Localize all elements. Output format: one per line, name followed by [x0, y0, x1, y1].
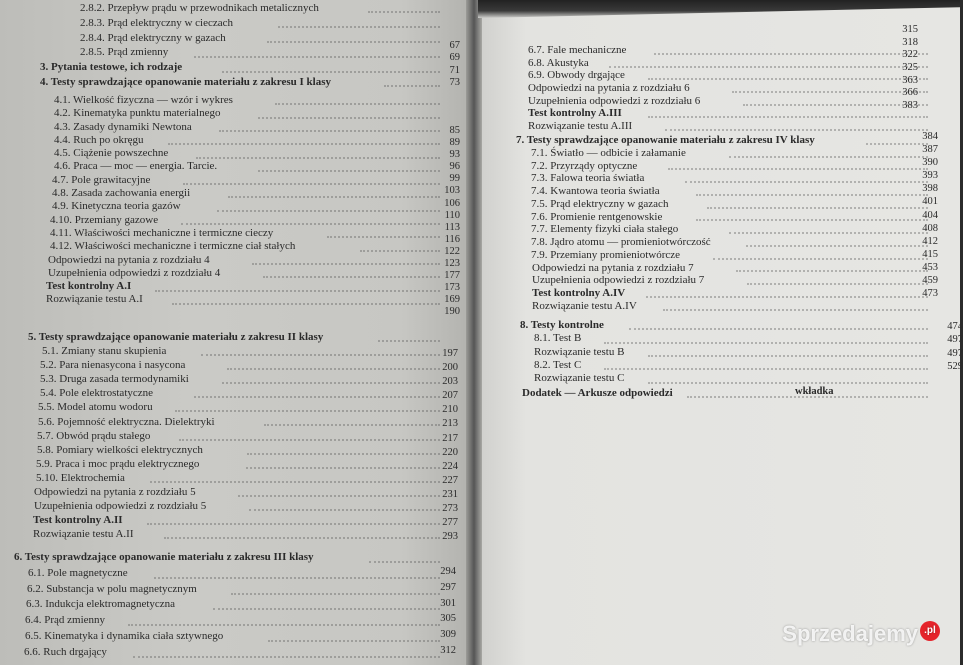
toc-entry: 4.5. Ciążenie powszechne	[54, 147, 169, 160]
page-number: 318	[902, 36, 918, 48]
toc-entry: Rozwiązanie testu A.IV	[532, 299, 637, 312]
toc-entry: Uzupełnienia odpowiedzi z rozdziału 6	[528, 94, 701, 107]
leader-dots	[629, 328, 928, 330]
page-number: 69	[449, 52, 460, 64]
page-number: 190	[444, 306, 460, 318]
page-number: 322	[902, 49, 918, 61]
leader-dots	[368, 11, 440, 13]
page-number: 99	[449, 173, 460, 185]
page-number: 200	[442, 362, 458, 374]
toc-entry: 4.4. Ruch po okręgu	[54, 133, 144, 146]
page-numbers-column	[420, 125, 460, 319]
toc-entry: Odpowiedzi na pytania z rozdziału 7	[532, 261, 694, 274]
page-numbers-column	[878, 24, 918, 113]
toc-entry: 5.4. Pole elektrostatyczne	[40, 387, 154, 400]
toc-heading: Test kontrolny A.I	[46, 280, 132, 293]
page-number: 217	[442, 432, 458, 444]
page-number: 197	[442, 348, 458, 359]
page-number: 297	[440, 581, 456, 593]
page-number: 203	[442, 376, 458, 388]
page-number: 312	[440, 644, 456, 656]
toc-entry: Uzupełnienia odpowiedzi z rozdziału 5	[34, 500, 207, 513]
toc-entry: 4.8. Zasada zachowania energii	[52, 187, 191, 200]
toc-entry: 5.7. Obwód prądu stałego	[37, 429, 151, 442]
page-number: 390	[922, 157, 938, 169]
page-number: 453	[922, 261, 938, 273]
toc-section	[478, 319, 624, 385]
page-number: 122	[444, 245, 460, 257]
page-numbers-column	[923, 320, 963, 373]
watermark-badge: .pl	[920, 621, 940, 641]
page-number: 213	[442, 418, 458, 430]
toc-entry: 5.9. Praca i moc prądu elektrycznego	[36, 457, 200, 470]
leader-dots	[648, 382, 928, 384]
toc-entry: 7.7. Elementy fizyki ciała stałego	[531, 223, 679, 236]
page-number: 67	[449, 40, 460, 51]
toc-heading: Test kontrolny A.IV	[532, 287, 626, 299]
page-number: 207	[442, 390, 458, 402]
toc-entry: 4.9. Kinetyczna teoria gazów	[52, 200, 181, 213]
page-number: 106	[444, 197, 460, 209]
page-number: 408	[922, 222, 938, 234]
page-numbers-column	[898, 130, 938, 300]
toc-entry: Rozwiązanie testu C	[534, 372, 625, 385]
toc-heading: 3. Pytania testowe, ich rodzaje	[40, 61, 183, 74]
page-number: 384	[922, 131, 938, 142]
toc-entry: 6.3. Indukcja elektromagnetyczna	[26, 598, 176, 611]
page-number: 169	[444, 294, 460, 306]
toc-section	[0, 1, 331, 90]
toc-entry: 6.4. Prąd zmienny	[25, 614, 106, 627]
page-numbers-column	[420, 40, 460, 89]
toc-heading: 5. Testy sprawdzające opanowanie materiału z zakresu II klasy	[28, 331, 324, 343]
toc-entry: 4.10. Przemiany gazowe	[50, 213, 159, 226]
page-number: 277	[442, 517, 458, 529]
toc-entry: 7.4. Kwantowa teoria światła	[531, 185, 660, 197]
toc-heading: 4. Testy sprawdzające opanowanie materiału z zakresu I klasy	[40, 75, 331, 88]
toc-entry: 4.1. Wielkość fizyczna — wzór i wykres	[54, 94, 233, 106]
toc-entry: 5.5. Model atomu wodoru	[38, 401, 153, 414]
toc-entry: Rozwiązanie testu B	[534, 345, 625, 358]
toc-entry: 6.5. Kinematyka i dynamika ciała sztywnego	[25, 629, 224, 642]
toc-entry: 5.1. Zmiany stanu skupienia	[42, 345, 167, 358]
page-number: 173	[444, 282, 460, 294]
page-number: 366	[902, 87, 918, 99]
toc-entry: 4.11. Właściwości mechaniczne i termiczne cieczy	[50, 226, 274, 239]
toc-heading: Dodatek — Arkusze odpowiedzi	[522, 387, 673, 399]
page-number: 387	[922, 144, 938, 156]
toc-entry: Uzupełnienia odpowiedzi z rozdziału 7	[532, 274, 705, 287]
leader-dots	[604, 342, 928, 344]
toc-heading: 7. Testy sprawdzające opanowanie materiału z zakresu IV klasy	[516, 134, 815, 146]
page-number: 315	[902, 24, 918, 35]
page-number: 220	[442, 446, 458, 458]
toc-entry: 4.2. Kinematyka punktu materialnego	[54, 107, 221, 120]
toc-entry: 8.2. Test C	[534, 358, 582, 371]
toc-section	[478, 44, 700, 133]
page-number: 96	[449, 161, 460, 173]
toc-entry: 6.7. Fale mechaniczne	[528, 44, 627, 56]
page-number: 301	[440, 597, 456, 609]
toc-entry: 7.2. Przyrządy optyczne	[531, 159, 638, 172]
toc-entry: 6.2. Substancja w polu magnetycznym	[27, 582, 197, 595]
leader-dots	[648, 355, 928, 357]
toc-section	[0, 94, 295, 307]
toc-heading: Test kontrolny A.II	[33, 514, 123, 527]
page-number: 293	[442, 531, 458, 543]
page-number: 294	[440, 566, 456, 577]
page-number: 113	[444, 221, 460, 233]
toc-entry: 7.5. Prąd elektryczny w gazach	[531, 197, 669, 210]
toc-entry: 7.1. Światło — odbicie i załamanie	[531, 146, 686, 159]
page-number: 325	[902, 62, 918, 74]
toc-section	[478, 134, 815, 313]
page-number: 398	[922, 183, 938, 195]
page-number: 401	[922, 196, 938, 208]
toc-entry: 4.6. Praca — moc — energia. Tarcie.	[54, 160, 218, 173]
page-number: 116	[444, 233, 460, 245]
toc-section	[0, 550, 314, 661]
page-numbers-column	[416, 564, 456, 659]
toc-entry: Rozwiązanie testu A.II	[33, 528, 134, 541]
page-number: 404	[922, 209, 938, 221]
toc-entry: 4.3. Zasady dynamiki Newtona	[54, 120, 192, 133]
page-number: 497	[947, 347, 963, 359]
toc-entry: 6.6. Ruch drgający	[24, 645, 107, 658]
page-number: 93	[449, 149, 460, 161]
toc-entry: 7.6. Promienie rentgenowskie	[531, 210, 663, 223]
page-number: 529	[947, 360, 963, 372]
appendix-page-label: wkładka	[795, 386, 834, 397]
toc-entry: Odpowiedzi na pytania z rozdziału 6	[528, 82, 690, 95]
page-number: 71	[449, 64, 460, 76]
page-number: 231	[442, 488, 458, 500]
page-number: 273	[442, 503, 458, 515]
page-number: 497	[947, 334, 963, 346]
toc-entry: 4.12. Właściwości mechaniczne i termiczne ciał stałych	[50, 240, 296, 253]
page-number: 73	[449, 76, 460, 88]
page-number: 85	[449, 125, 460, 136]
toc-entry: 2.8.3. Prąd elektryczny w cieczach	[80, 16, 234, 29]
toc-entry: 6.9. Obwody drgające	[528, 69, 625, 82]
toc-entry: 5.2. Para nienasycona i nasycona	[40, 359, 186, 372]
leader-dots	[604, 368, 928, 370]
page-number: 227	[442, 474, 458, 486]
page-number: 474	[947, 321, 963, 332]
page-number: 473	[922, 288, 938, 300]
right-page	[478, 0, 963, 665]
toc-heading: 6. Testy sprawdzające opanowanie materiału z zakresu III klasy	[14, 551, 314, 563]
toc-section	[478, 387, 673, 400]
page-number: 110	[444, 209, 460, 221]
toc-entry: 4.7. Pole grawitacyjne	[52, 173, 151, 186]
leader-dots	[275, 103, 440, 105]
toc-entry: 5.8. Pomiary wielkości elektrycznych	[37, 443, 203, 456]
book-gutter	[466, 0, 482, 665]
toc-entry: 8.1. Test B	[534, 332, 582, 345]
page-number: 177	[444, 270, 460, 282]
toc-entry: Uzupełnienia odpowiedzi z rozdziału 4	[48, 266, 221, 279]
toc-entry: 2.8.2. Przepływ prądu w przewodnikach metalicznych	[80, 2, 319, 14]
page-number: 103	[444, 185, 460, 197]
page-number: 412	[922, 235, 938, 247]
toc-entry: 5.3. Druga zasada termodynamiki	[40, 373, 189, 386]
watermark-logo	[782, 621, 940, 647]
toc-entry: Odpowiedzi na pytania z rozdziału 5	[34, 486, 196, 499]
page-number: 305	[440, 613, 456, 625]
toc-entry: 7.8. Jądro atomu — promieniotwórczość	[531, 236, 711, 248]
watermark-text: Sprzedajemy	[782, 621, 918, 646]
leader-dots	[378, 340, 440, 342]
toc-heading: Test kontrolny A.III	[528, 107, 622, 120]
toc-entry: 7.3. Falowa teoria światła	[531, 172, 645, 185]
toc-entry: 2.8.4. Prąd elektryczny w gazach	[80, 31, 226, 44]
page-number: 224	[442, 460, 458, 472]
toc-entry: Odpowiedzi na pytania z rozdziału 4	[48, 253, 210, 266]
page-number: 89	[449, 137, 460, 149]
page-number: 459	[922, 275, 938, 287]
toc-heading: 8. Testy kontrolne	[520, 319, 604, 331]
toc-entry: Rozwiązanie testu A.I	[46, 293, 143, 306]
page-number: 210	[442, 404, 458, 416]
page-number: 415	[922, 248, 938, 260]
page-number: 309	[440, 629, 456, 641]
toc-entry: 5.6. Pojemność elektryczna. Dielektryki	[38, 415, 215, 428]
page-number: 363	[902, 74, 918, 86]
leader-dots	[665, 129, 928, 131]
page-number: 393	[922, 170, 938, 182]
toc-entry: 2.8.5. Prąd zmienny	[80, 46, 169, 59]
toc-entry: 7.9. Przemiany promieniotwórcze	[531, 248, 681, 261]
left-page	[0, 0, 472, 665]
page-number: 383	[902, 100, 918, 112]
toc-entry: 6.1. Pole magnetyczne	[28, 566, 128, 579]
toc-entry: Rozwiązanie testu A.III	[528, 120, 633, 133]
page-number: 123	[444, 258, 460, 270]
toc-entry: 5.10. Elektrochemia	[36, 471, 125, 484]
leader-dots	[369, 561, 440, 563]
page-numbers-column	[418, 347, 458, 544]
toc-section	[0, 330, 323, 541]
toc-entry: 6.8. Akustyka	[528, 56, 589, 69]
